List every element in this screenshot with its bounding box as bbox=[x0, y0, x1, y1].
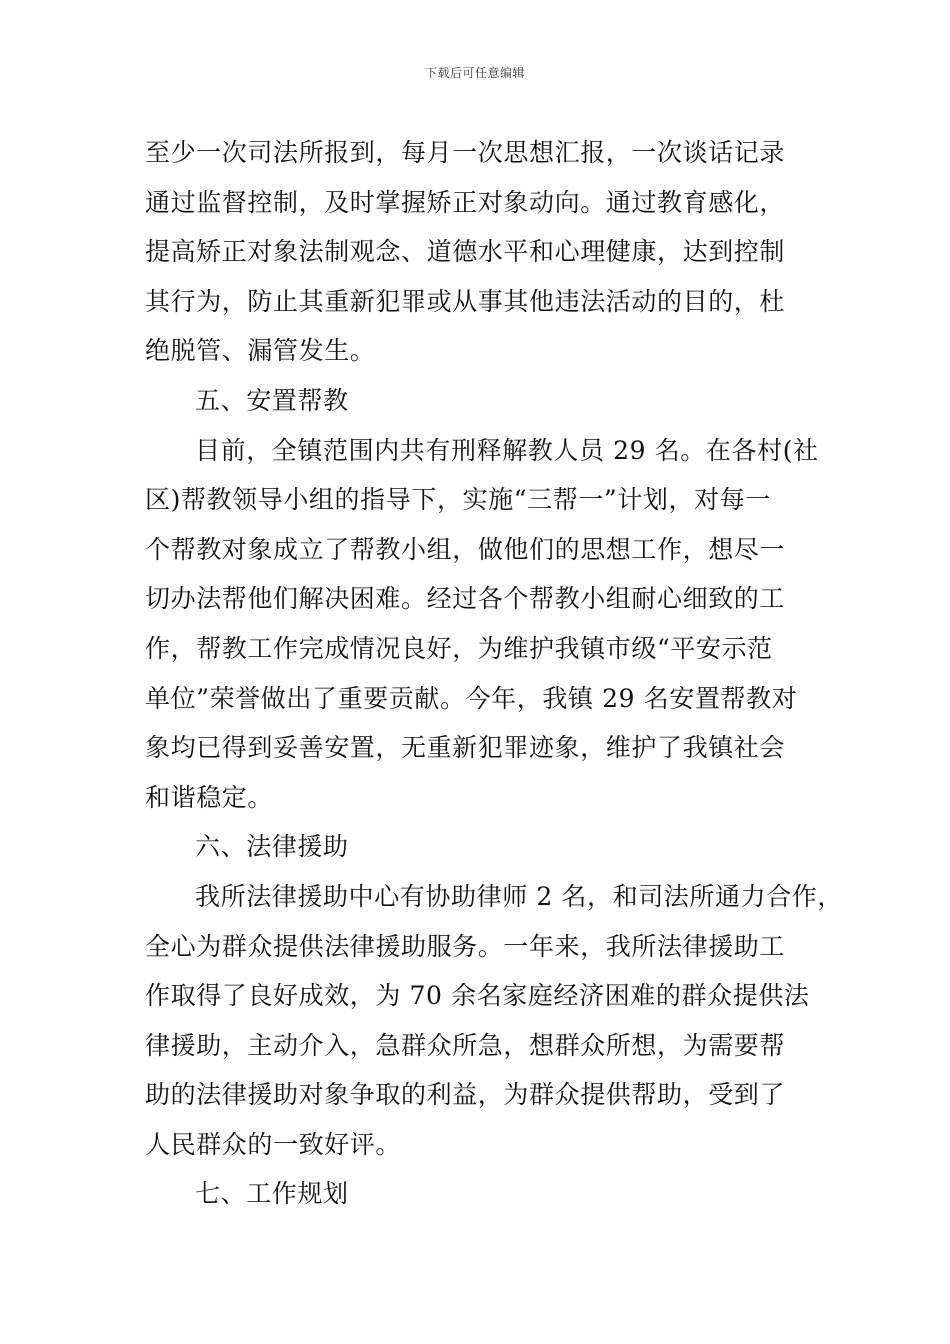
page-header: 下载后可任意编辑 bbox=[424, 66, 525, 80]
text-line: 区)帮教领导小组的指导下，实施“三帮一”计划，对每一 bbox=[145, 485, 771, 515]
text-line: 绝脱管、漏管发生。 bbox=[145, 336, 376, 366]
document-body bbox=[145, 128, 844, 1219]
text-line: 作取得了良好成效，为 70 余名家庭经济困难的群众提供法 bbox=[145, 981, 810, 1011]
text-line: 律援助，主动介入，急群众所急，想群众所想，为需要帮 bbox=[145, 1030, 786, 1060]
text-line: 切办法帮他们解决困难。经过各个帮教小组耐心细致的工 bbox=[145, 584, 786, 614]
text-line: 提高矫正对象法制观念、道德水平和心理健康，达到控制 bbox=[145, 237, 786, 267]
text-line: 人民群众的一致好评。 bbox=[145, 1129, 402, 1159]
section-heading: 五、安置帮教 bbox=[195, 385, 349, 415]
paragraph-start: 目前，全镇范围内共有刑释解教人员 29 名。在各村(社 bbox=[195, 435, 819, 465]
text-line: 助的法律援助对象争取的利益，为群众提供帮助，受到了 bbox=[145, 1080, 786, 1110]
section-heading: 七、工作规划 bbox=[195, 1179, 349, 1209]
text-line: 其行为，防止其重新犯罪或从事其他违法活动的目的，杜 bbox=[145, 286, 786, 316]
text-line: 作，帮教工作完成情况良好，为维护我镇市级“平安示范 bbox=[145, 633, 773, 663]
text-line: 象均已得到妥善安置，无重新犯罪迹象，维护了我镇社会 bbox=[145, 733, 786, 763]
section-heading: 六、法律援助 bbox=[195, 832, 349, 862]
text-line: 通过监督控制，及时掌握矫正对象动向。通过教育感化， bbox=[145, 187, 786, 217]
text-line: 全心为群众提供法律援助服务。一年来，我所法律援助工 bbox=[145, 931, 786, 961]
text-line: 个帮教对象成立了帮教小组，做他们的思想工作，想尽一 bbox=[145, 534, 786, 564]
text-line: 单位”荣誉做出了重要贡献。今年，我镇 29 名安置帮教对 bbox=[145, 683, 798, 713]
text-line: 至少一次司法所报到，每月一次思想汇报，一次谈话记录 bbox=[145, 138, 786, 167]
text-line: 和谐稳定。 bbox=[145, 782, 274, 812]
paragraph-start: 我所法律援助中心有协助律师 2 名，和司法所通力合作， bbox=[195, 881, 844, 911]
